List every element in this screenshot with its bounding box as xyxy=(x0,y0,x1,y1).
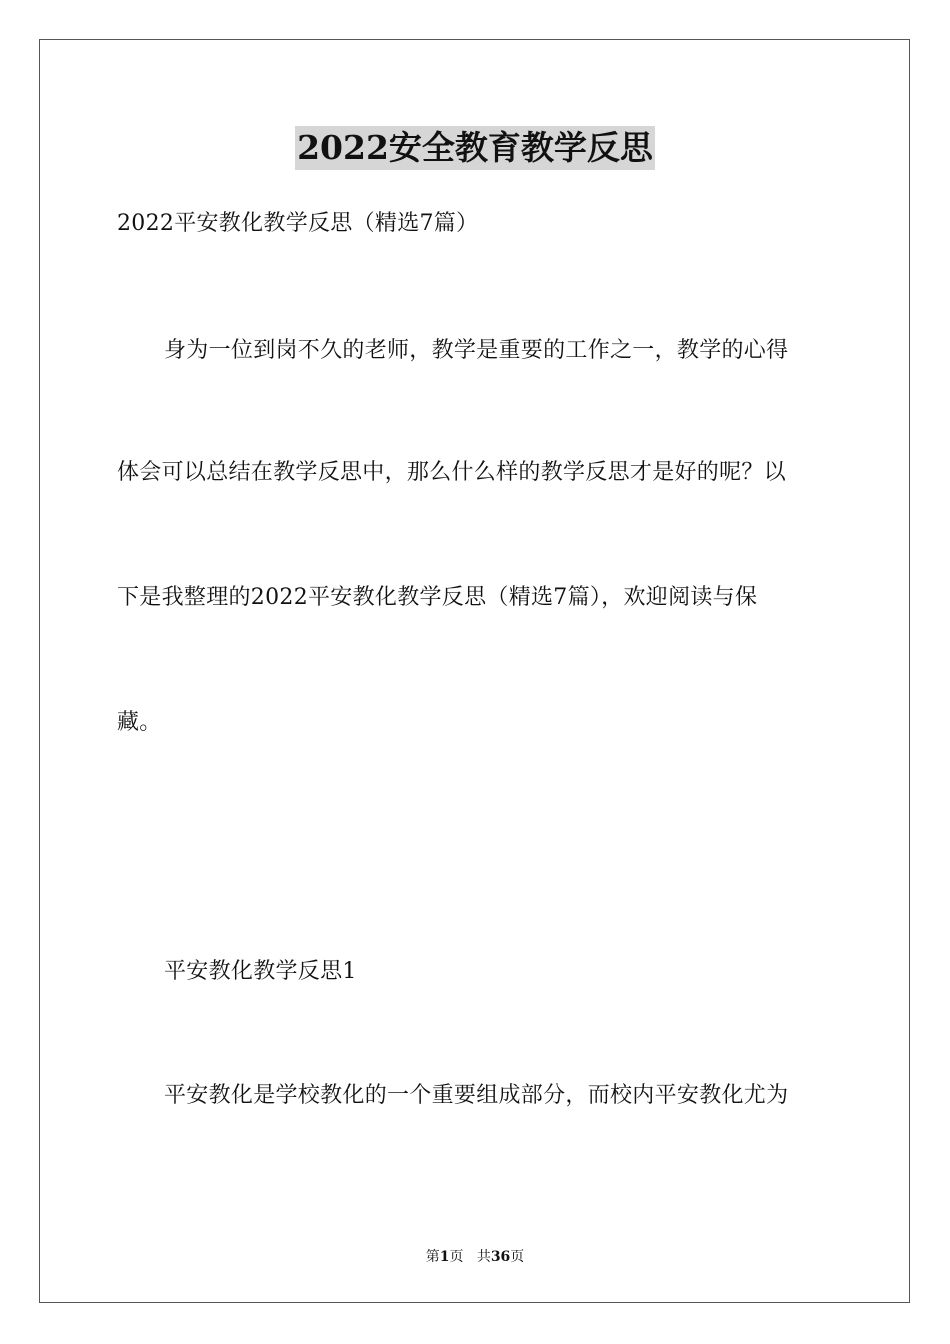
footer-total-prefix: 共 xyxy=(476,1249,491,1265)
page-footer xyxy=(0,1247,950,1267)
paragraph1-line2: 体会可以总结在教学反思中，那么什么样的教学反思才是好的呢？以 xyxy=(117,460,787,485)
paragraph1-line3: 下是我整理的2022平安教化教学反思（精选7篇），欢迎阅读与保 xyxy=(117,585,758,610)
footer-page-suffix: 页 xyxy=(449,1249,464,1265)
title-container xyxy=(0,126,950,170)
footer-page-number: 1 xyxy=(439,1249,450,1265)
paragraph2-line1: 平安教化是学校教化的一个重要组成部分，而校内平安教化尤为 xyxy=(164,1083,789,1108)
document-subtitle: 2022平安教化教学反思（精选7篇） xyxy=(117,211,479,236)
document-title: 2022安全教育教学反思 xyxy=(295,126,655,170)
footer-page-prefix: 第 xyxy=(425,1249,440,1265)
footer-total-pages: 36 xyxy=(490,1249,511,1265)
paragraph1-line1: 身为一位到岗不久的老师，教学是重要的工作之一，教学的心得 xyxy=(164,338,789,363)
section-heading: 平安教化教学反思1 xyxy=(164,959,357,984)
paragraph1-line4: 藏。 xyxy=(117,710,162,735)
footer-total-suffix: 页 xyxy=(510,1249,525,1265)
